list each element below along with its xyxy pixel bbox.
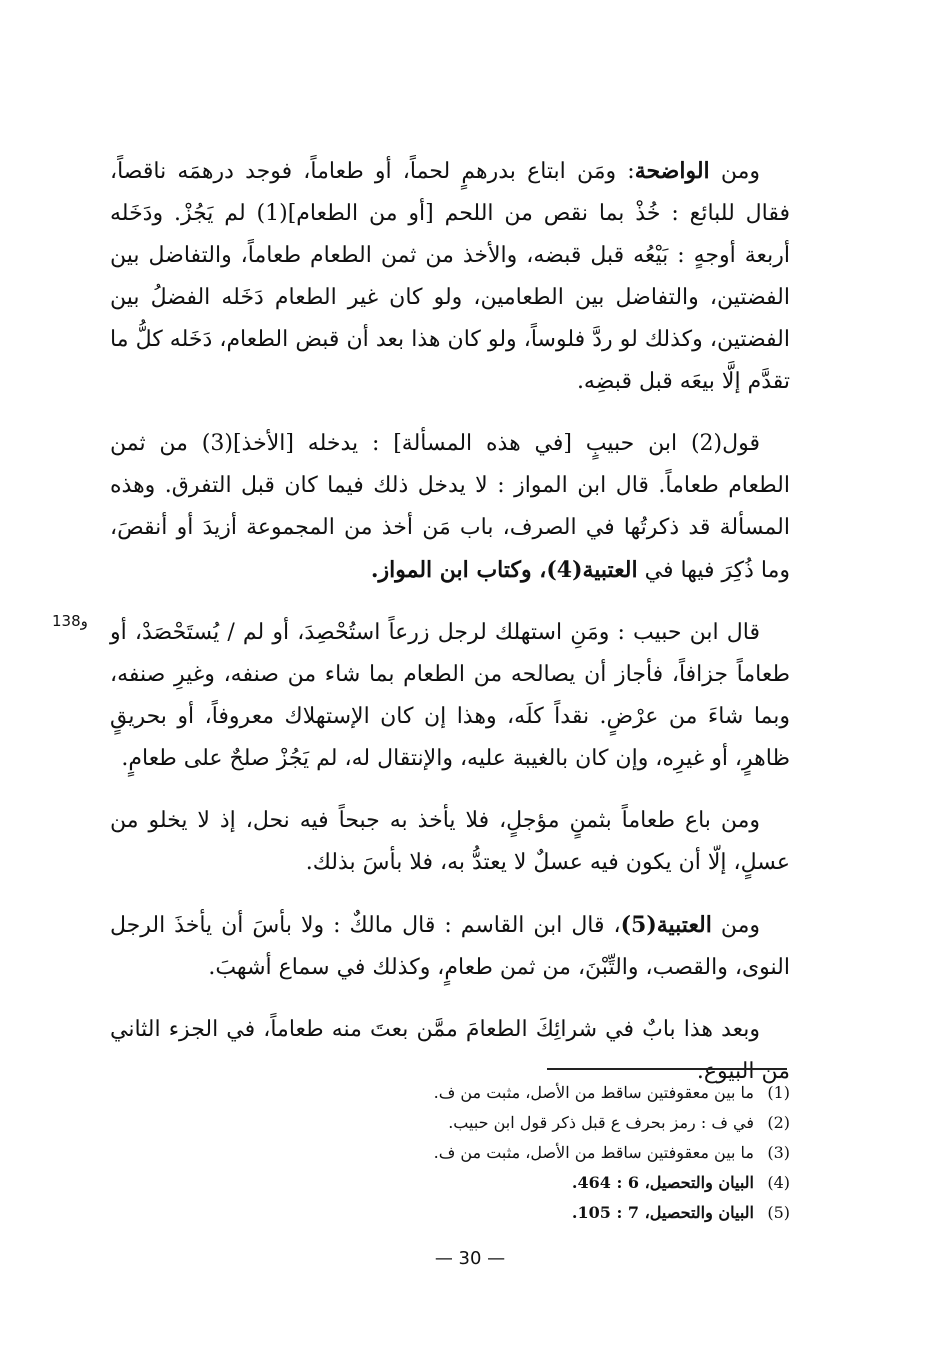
paragraph-5-body: ، قال ابن القاسم : قال مالكٌ : ولا بأسَ أن يأخذَ الرجل النوى، والقصب، والتِّبْنَ، من ثمن طعامٍ، وكذلك في سماع أشهبَ. <box>110 913 790 980</box>
page-number: — 30 — <box>434 1248 506 1269</box>
footnote-number: (1) <box>767 1083 790 1102</box>
footnote-number: (2) <box>767 1113 790 1132</box>
paragraph-2-body: قول(2) ابن حبيبٍ [في هذه المسألة] : يدخله [الأخذ](3) من ثمن الطعام طعاماً. قال ابن المواز : لا يدخل ذلك فيما كان قبل التفرق. وهذه المسألة قد ذكرتُها في الصرف، باب مَن أخذ من المجموعة أزيدَ أو أنقصَ، وما ذُكِرَ فيها في <box>110 431 790 583</box>
main-text <box>110 150 790 1113</box>
footnote-text: البيان والتحصيل، 7 : 105. <box>571 1203 754 1222</box>
paragraph-3 <box>110 612 790 780</box>
footnotes <box>230 1078 790 1228</box>
footnote-3 <box>230 1138 790 1168</box>
footnote-2 <box>230 1108 790 1138</box>
paragraph-2 <box>110 423 790 592</box>
paragraph-5-lead: ومن <box>711 913 761 938</box>
footnote-text: في ف : رمز بحرف ع قبل ذكر قول ابن حبيب. <box>448 1113 754 1132</box>
footnote-divider <box>547 1068 787 1070</box>
footnote-5 <box>230 1198 790 1228</box>
paragraph-5 <box>110 904 790 989</box>
footnote-number: (5) <box>767 1203 790 1222</box>
manuscript-folio-note: 138و <box>52 612 88 630</box>
paragraph-1-body: : ومَن ابتاع بدرهمٍ لحماً، أو طعاماً، فوجد درهمَه ناقصاً، فقال للبائع : خُذْ بما نقص من اللحم [أو من الطعام](1) لم يَجُزْ. ودَخَله أربعة أوجهٍ : بَيْعُه قبل قبضه، والأخذ من ثمن الطعام طعاماً، والتفاضل بين الفضتين، والتفاضل بين الطعامين، ولو كان غير الطعام دَخَله الفضلُ بين الفضتين، وكذلك لو ردَّ فلوساً، ولو كان هذا بعد أن قبض الطعام، دَخَله كلُّ ما تقدَّم إلَّا بيعَه قبل قبضِه. <box>110 159 790 394</box>
paragraph-2-bold-tail: العتبية(4)، وكتاب ابن المواز. <box>370 557 638 583</box>
footnote-text: ما بين معقوفتين ساقط من الأصل، مثبت من ف. <box>433 1083 754 1102</box>
footnote-text: ما بين معقوفتين ساقط من الأصل، مثبت من ف. <box>433 1143 754 1162</box>
footnote-number: (3) <box>767 1143 790 1162</box>
paragraph-1 <box>110 150 790 403</box>
footnote-text: البيان والتحصيل، 6 : 464. <box>571 1173 754 1192</box>
paragraph-4 <box>110 800 790 884</box>
paragraph-1-bold: الواضحة <box>634 158 710 184</box>
footnote-1 <box>230 1078 790 1108</box>
paragraph-4-body: ومن باع طعاماً بثمنٍ مؤجلٍ، فلا يأخذ به جبحاً فيه نحل، إذ لا يخلو من عسلٍ، إلّا أن يكون فيه عسلٌ لا يعتدُّ به، فلا بأسَ بذلك. <box>110 808 790 875</box>
paragraph-3-body: قال ابن حبيب : ومَنِ استهلك لرجل زرعاً استُحْصِدَ، أو لم / يُستَحْصَدْ، أو طعاماً جزافاً، فأجاز أن يصالحه من الطعام بما شاء من صنفه، وغيرِ صنفه، وبما شاءَ من عرْضٍ. نقداً كلَه، وهذا إن كان الإستهلاك معروفاً، أو بحريقٍ ظاهرٍ، أو غيرِه، وإن كان بالغيبة عليه، والإنتقال له، لم يَجُزْ صلحٌ على طعامٍ. <box>110 620 790 771</box>
paragraph-5-bold: العتبية(5) <box>620 912 712 938</box>
footnote-4 <box>230 1168 790 1198</box>
paragraph-6-body: وبعد هذا بابٌ في شرائِكَ الطعامَ ممَّن بعتَ منه طعاماً، في الجزء الثاني من البيوع. <box>110 1017 790 1084</box>
footnote-number: (4) <box>767 1173 790 1192</box>
paragraph-1-lead: ومن <box>709 159 760 184</box>
